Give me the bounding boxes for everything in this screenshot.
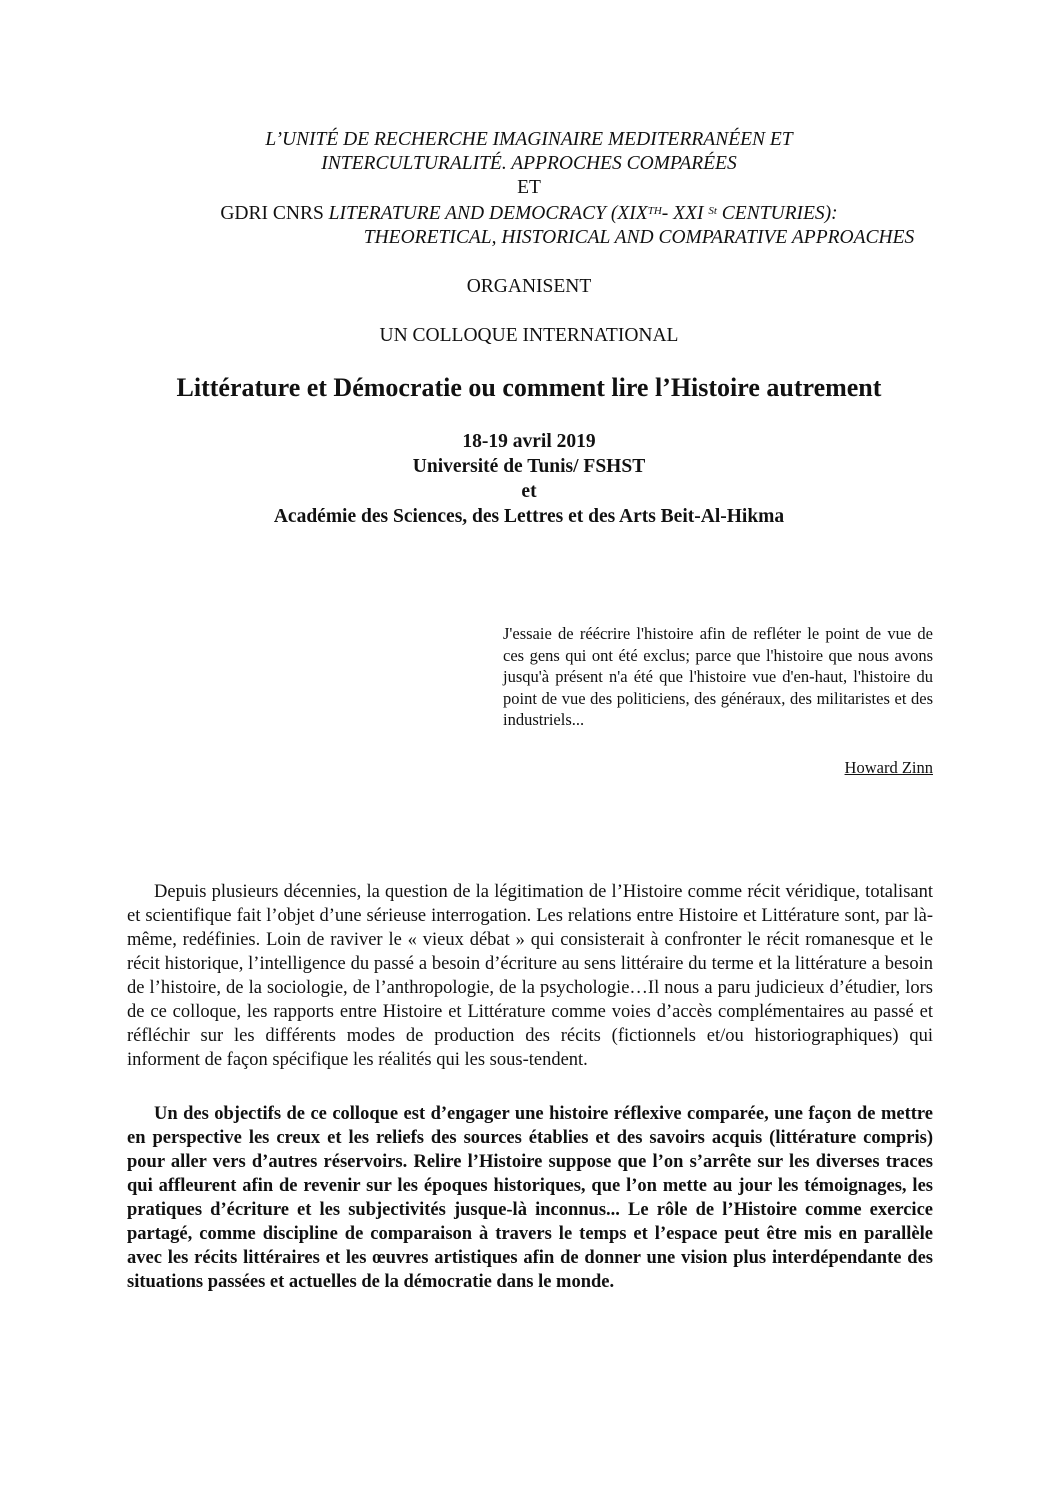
header-line-4-sup-b: St [708,205,717,217]
organisent-label: ORGANISENT [466,276,592,297]
header-line-4-italic-a: LITERATURE AND DEMOCRACY (XIX [328,203,648,224]
header-line-4-sup-a: TH [647,205,662,217]
event-date: 18-19 avril 2019 [462,431,596,452]
header-line-5: THEORETICAL, HISTORICAL AND COMPARATIVE APPROACHES [363,227,915,248]
page-title: Littérature et Démocratie ou comment lire l’Histoire autrement [176,373,882,402]
body-paragraph-2: Un des objectifs de ce colloque est d’engager une histoire réflexive comparée, une façon de mettre en perspective les creux et les reliefs des sources établies et des savoirs acquis (littérature compris) pour aller vers d’autres réservoirs. Relire l’Histoire suppose que l’on s’arrête sur les diverses traces qui affleurent afin de revenir sur les époques historiques, que l’on mette au jour les témoignages, les pratiques d’écriture et les subjectivités jusque-là inconnus... Le rôle de l’Histoire comme exercice partagé, comme discipline de comparaison à travers le temps et l’espace peut être mis en parallèle avec les récits littéraires et les œuvres artistiques afin de donner une vision plus interdépendante des situations passées et actuelles de la démocratie dans le monde. [127,1104,933,1292]
header-line-4 [0,202,1058,226]
header-line-4-italic-c: CENTURIES): [716,203,838,224]
epigraph-author [503,758,933,778]
epigraph-quote: J'essaie de réécrire l'histoire afin de refléter le point de vue de ces gens qui ont été exclus; parce que l'histoire que nous avons jusqu'à présent n'a été que l'histoire vue d'en-haut, l'histoire du point de vue des politiciens, des généraux, des militaristes et des industriels... [503,624,933,729]
event-conjunction: et [521,481,537,502]
body-paragraph-1: Depuis plusieurs décennies, la question de la légitimation de l’Histoire comme récit véridique, totalisant et scientifique fait l’objet d’une sérieuse interrogation. Les relations entre Histoire et Littérature sont, par là-même, redéfinies. Loin de raviver le « vieux débat » qui consisterait à confronter le récit romanesque et le récit historique, l’intelligence du passé a besoin d’écriture au sens littéraire du terme et la littérature a besoin de l’histoire, de la sociologie, de l’anthropologie, de la psychologie…Il nous a paru judicieux d’étudier, lors de ce colloque, les rapports entre Histoire et Littérature comme voies d’accès complémentaires au passé et réfléchir sur les différents modes de production des récits (fictionnels et/ou historiographiques) qui informent de façon spécifique les réalités qui les sous-tendent. [127,882,933,1070]
header-line-2: INTERCULTURALITÉ. APPROCHES COMPARÉES [321,153,737,174]
header-line-3: ET [517,177,541,198]
event-venue-1: Université de Tunis/ FSHST [412,456,646,477]
event-venue-2: Académie des Sciences, des Lettres et des Arts Beit-Al-Hikma [273,506,785,527]
header-line-1: L’UNITÉ DE RECHERCHE IMAGINAIRE MEDITERRANÉEN ET [265,129,793,150]
header-line-4-italic-b: - XXI [661,203,709,224]
epigraph-author-name: Howard Zinn [844,758,933,777]
header-line-4-prefix: GDRI CNRS [220,203,329,224]
colloque-label: UN COLLOQUE INTERNATIONAL [379,325,679,346]
